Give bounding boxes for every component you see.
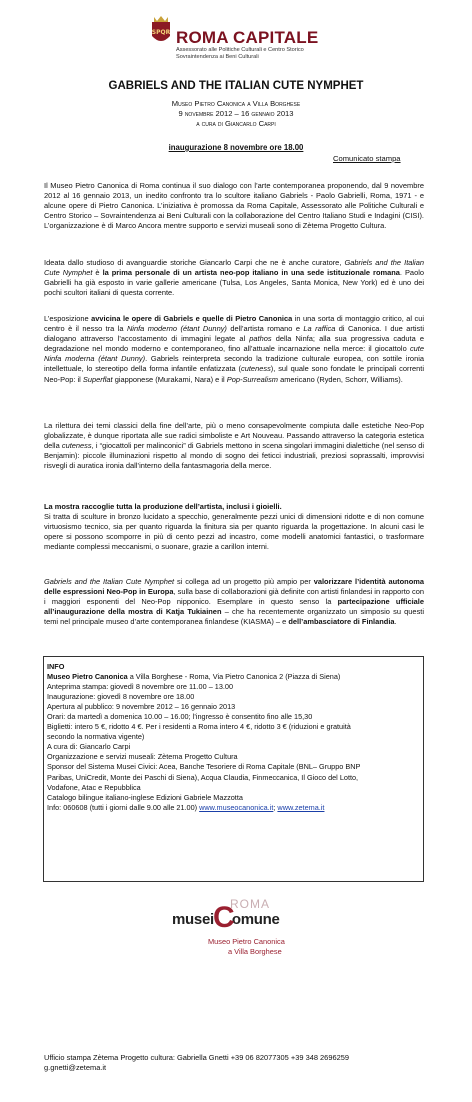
info-line: Orari: da martedì a domenica 10.00 – 16.00; l’ingresso è consentito fino alle 15,30	[47, 712, 313, 722]
info-line: secondo la normativa vigente)	[47, 732, 145, 742]
zetema-link[interactable]: www.zetema.it	[277, 802, 325, 812]
contact-text: Info: 060608 (tutti i giorni dalle 9.00 alle 21.00)	[47, 802, 200, 812]
collection-text: Si tratta di sculture in bronzo lucidato a specchio, generalmente pezzi unici di dimensioni ridotte e di non comune virtuosismo tecnico, sia per quanto riguarda la finitura sia per quanto riguarda la progettazione. In alcuni casi le opere si possono scomporre in più di cento pezzi ad incastro, come modelli anatomici fantastici, o trasformare mediante complessi meccanismi, o suonare, grazie a carillon interni.	[44, 512, 424, 552]
info-line: A cura di: Giancarlo Carpi	[47, 742, 131, 752]
info-heading: INFO	[47, 662, 65, 671]
separator: ;	[273, 802, 278, 812]
page-title: GABRIELS AND THE ITALIAN CUTE NYMPHET	[108, 80, 364, 92]
brand-subtitle-1: Assessorato alle Politiche Culturali e Centro Storico	[176, 47, 304, 53]
info-line: Anteprima stampa: giovedì 8 novembre ore 11.00 – 13.00	[47, 682, 234, 692]
paragraph-curator	[44, 258, 424, 298]
text-run: – che ha recentemente organizzato un simposio su questi temi nel principale museo d’arte contemporanea finlandese (KIASMA) – e	[44, 607, 425, 627]
logo-museum-name: Museo Pietro Canonica	[208, 937, 285, 946]
text-run: è	[92, 268, 103, 278]
info-contact-line	[47, 803, 419, 813]
info-line: Vodafone, Atac e Repubblica	[47, 782, 141, 792]
text-run: si collega ad un progetto più ampio per	[174, 577, 314, 586]
museocanonica-link[interactable]: www.museocanonica.it	[199, 802, 274, 812]
venue-line: Museo Pietro Canonica a Villa Borghese	[171, 99, 301, 108]
exhibition-title-italic: Gabriels and the Italian Cute Nymphet	[44, 258, 424, 278]
info-line: Biglietti: intero 5 €, ridotto 4 €. Per i residenti a Roma intero 4 €, ridotto 3 € (riduzioni e gratuità	[47, 722, 351, 732]
musei-in-comune-logo	[168, 895, 328, 975]
highlight-bold: dell’ambasciatore di Finlandia	[288, 617, 395, 627]
press-office-contact: Ufficio stampa Zètema Progetto cultura: Gabriella Gnetti +39 06 82077305 +39 348 2696259	[44, 1053, 350, 1062]
term-italic: Superflat	[82, 374, 113, 384]
logo-roma-watermark: ROMA	[230, 897, 270, 911]
text-run: , i “giocattoli per malinconici” di Gabriels mettono in scena singolari immagini dialettiche (nel senso di Benjamin): piccole illuminazioni rispetto al mondo di sogno dei feticci industriali, preziosi soprassalti, improvvisi risvegli di auratica ironia dall’interno della fantasmagoria della merce.	[44, 441, 424, 471]
text-run: dell’artista romano e	[226, 324, 304, 334]
text-run: americano (Ryden, Schorr, Williams).	[278, 374, 403, 384]
logo-letter-c: C	[213, 901, 235, 934]
dates-line: 9 novembre 2012 – 16 gennaio 2013	[178, 109, 294, 118]
artwork-title-italic: La raffica	[303, 324, 336, 334]
info-box	[43, 656, 424, 882]
highlight-bold: la prima personale di un artista neo-pop italiano in una sede istituzionale romana	[102, 268, 400, 278]
text-run: di Canonica. I due artisti dialogano attraverso l’accostamento di immagini legate al	[44, 324, 424, 344]
info-line: Inaugurazione: giovedì 8 novembre ore 18.00	[47, 692, 195, 702]
artwork-title-italic: cute Ninfa moderna (étant Dunny)	[44, 344, 424, 364]
text-run: , sulla base di collaborazioni già definite con artisti finlandesi in rapporto con i maggiori esponenti del Neo-Pop nipponico. Esemplare in questo senso la	[44, 587, 424, 607]
artwork-title-italic: Ninfa moderno (étant Dunny)	[126, 324, 227, 334]
paragraph-intro	[44, 181, 424, 231]
text-run: L’esposizione	[44, 314, 92, 323]
paragraph-collection	[44, 502, 424, 552]
info-line: Organizzazione e servizi museali: Zètema Progetto Cultura	[47, 752, 238, 762]
paragraph-exhibition	[44, 314, 424, 385]
text-run: ), sul quale sono fondate le principali correnti Neo-Pop: il	[44, 364, 424, 384]
museum-address: a Villa Borghese - Roma, Via Pietro Canonica 2 (Piazza di Siena)	[127, 672, 341, 682]
paragraph-rereading	[44, 421, 424, 471]
text-run: .	[394, 617, 397, 627]
info-line: Apertura al pubblico: 9 novembre 2012 – 16 gennaio 2013	[47, 702, 236, 712]
collection-heading: La mostra raccoglie tutta la produzione dell’artista, inclusi i gioielli.	[44, 502, 282, 511]
info-lines	[47, 682, 419, 803]
highlight-bold: avvicina le opere di Gabriels e quelle di Pietro Canonica	[91, 314, 293, 323]
text-run: in una sorta di montaggio critico, al cui centro è il nesso tra la	[44, 314, 424, 334]
term-italic: Pop-Surrealism	[226, 374, 278, 384]
info-museum-line	[47, 672, 419, 682]
highlight-bold: partecipazione ufficiale all’inaugurazione della mostra di Katja Tukiainen	[44, 597, 425, 617]
term-italic: pathos	[249, 334, 272, 344]
inauguration-line: inaugurazione 8 novembre ore 18.00	[168, 143, 304, 152]
roma-emblem-icon	[148, 14, 174, 50]
exhibition-title-italic: Gabriels and the Italian Cute Nymphet	[44, 577, 175, 586]
text-run: . Paolo Gabrielli ha già esposto in varie gallerie americane (Tulsa, Los Angeles, Santa Monica, New York) ed è uno dei pochi scultori italiani di questa corrente.	[44, 268, 424, 298]
brand-name: ROMA CAPITALE	[176, 28, 319, 47]
roma-capitale-logo	[148, 14, 348, 70]
term-italic: cuteness	[241, 364, 271, 374]
text-run: La rilettura dei temi classici della fine dell’arte, più o meno consapevolmente compiuta dalle estetiche Neo-Pop globalizzate, è dunque riportata alle sue radici simboliste e Art Nouveau. Passando attraverso la categoria estetica della	[44, 421, 424, 451]
press-office-footer	[44, 1053, 432, 1073]
info-line: Paribas, UniCredit, Monte dei Paschi di Siena), Acqua Claudia, Finmeccanica, Il Gioco del Lotto,	[47, 772, 359, 782]
text-run: Ideata dallo studioso di avanguardie storiche Giancarlo Carpi che ne è anche curatore,	[44, 258, 345, 267]
curator-line: a cura di Giancarlo Carpi	[196, 119, 276, 128]
paragraph-intro-text: Il Museo Pietro Canonica di Roma continua il suo dialogo con l’arte contemporanea proponendo, dal 9 novembre 2012 al 16 gennaio 2013, un inedito confronto tra lo scultore italiano Gabriels - Paolo Gabrielli, Roma, 1971 - e alcune opere di Pietro Canonica. L’iniziativa è promossa da Roma Capitale, Assessorato alle Politiche Culturali e Centro Storico – Sovraintendenza ai Beni Culturali con la collaborazione del Centro Italiano Studi e Indagini (CISI). L’organizzazione è di Marco Ancora mentre supporto e servizi museali sono di Zètema Progetto Cultura.	[44, 181, 424, 231]
museum-name: Museo Pietro Canonica	[47, 672, 128, 682]
press-office-email: g.gnetti@zetema.it	[44, 1063, 107, 1073]
text-run: della Ninfa; alla sua progressiva caduta e degradazione nel mondo moderno e contemporaneo, fino all’attuale incarnazione nella merce: il giocattolo	[44, 334, 424, 354]
press-release-label: Comunicato stampa	[333, 154, 401, 163]
logo-word-omune: omune	[231, 911, 280, 928]
text-run: . Gabriels reinterpreta secondo la tradizione culturale europea, con sottile ironia intellettuale, lo stereotipo della forma infantile enfatizzata (	[44, 354, 424, 374]
brand-subtitle-2: Sovraintendenza ai Beni Culturali	[176, 54, 259, 60]
info-line: Catalogo bilingue italiano-inglese Edizioni Gabriele Mazzotta	[47, 792, 243, 802]
logo-museum-location: a Villa Borghese	[228, 947, 282, 956]
logo-word-musei: musei	[172, 911, 214, 928]
paragraph-project	[44, 577, 424, 627]
highlight-bold: valorizzare l’identità autonoma delle espressioni Neo-Pop in Europa	[44, 577, 424, 597]
info-line: Sponsor del Sistema Musei Civici: Acea, Banche Tesoriere di Roma Capitale (BNL– Gruppo BNP	[47, 762, 361, 772]
text-run: giapponese (Murakami, Nara) e il	[112, 374, 227, 384]
svg-text:SPQR: SPQR	[151, 29, 171, 36]
term-italic: cuteness	[61, 441, 92, 451]
